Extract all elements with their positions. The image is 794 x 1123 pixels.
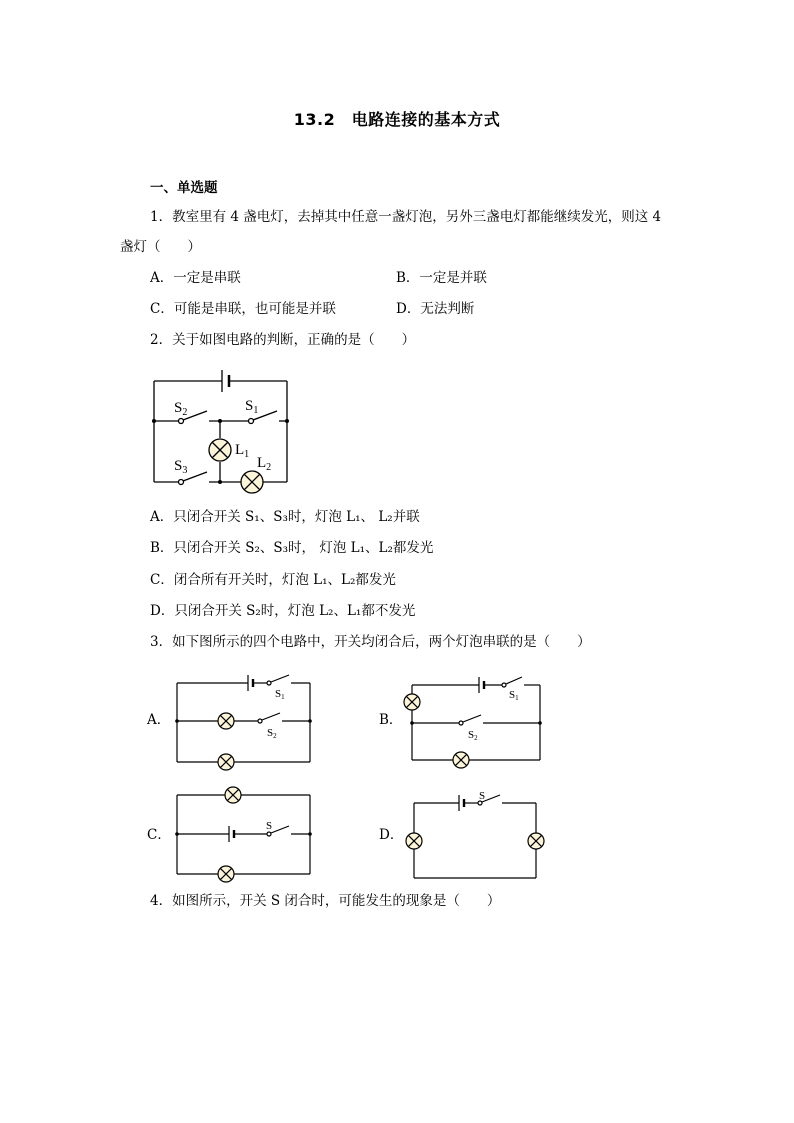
question-1-line-2: 盏灯（ ） — [120, 239, 201, 255]
label-a-s2: S2 — [267, 727, 277, 740]
label-b-s1: S1 — [509, 689, 519, 702]
option-text: 只闭合开关 S₂、S₃时， 灯泡 L₁、L₂都发光 — [173, 540, 434, 556]
question-number: 3． — [150, 634, 173, 650]
label-l1: $L_1$ — [235, 442, 250, 460]
label-l2: $L_2$ — [257, 455, 272, 473]
question-number: 2． — [150, 332, 173, 348]
circuit-c — [177, 795, 310, 874]
question-text: 关于如图电路的判断，正确的是（ ） — [172, 332, 416, 348]
label-s2: $S_2$ — [174, 400, 188, 418]
lamp-icon — [404, 694, 420, 710]
label-d-s: S — [479, 790, 486, 802]
lamp-icon — [218, 713, 234, 729]
option-3d-label: D． — [379, 827, 404, 843]
option-text: 闭合所有开关时，灯泡 L₁、L₂都发光 — [173, 572, 396, 588]
circuit-b — [412, 677, 540, 760]
option-text: 只闭合开关 S₂时，灯泡 L₂、L₁都不发光 — [174, 603, 416, 619]
question-number: 4． — [150, 893, 173, 909]
option-text: 可能是串联，也可能是并联 — [173, 301, 336, 317]
option-label: A． — [150, 509, 174, 525]
label-s3: $S_3$ — [174, 458, 188, 476]
label-s1: $S_1$ — [245, 398, 259, 416]
option-3b-label: B． — [379, 712, 403, 728]
lamp-icon — [453, 752, 469, 768]
option-label: B． — [150, 540, 174, 556]
question-4 — [150, 891, 500, 911]
label-b-s2: S2 — [468, 729, 478, 742]
lamp-icon — [225, 787, 241, 803]
option-3c-label: C． — [147, 827, 171, 843]
question-text: 如图所示，开关 S 闭合时，可能发生的现象是（ ） — [172, 893, 501, 909]
option-label: B． — [396, 270, 420, 286]
option-3a-label: A． — [147, 712, 171, 728]
lamp-icon — [528, 833, 544, 849]
label-c-s: S — [266, 820, 273, 832]
option-label: C． — [150, 572, 174, 588]
option-label: C． — [150, 301, 174, 317]
circuit-a — [177, 675, 310, 762]
option-label: D． — [396, 301, 421, 317]
option-text: 一定是串联 — [173, 270, 241, 286]
label-a-s1: S1 — [275, 688, 285, 701]
question-text: 如下图所示的四个电路中，开关均闭合后，两个灯泡串联的是（ ） — [172, 634, 591, 650]
circuit-d — [414, 795, 536, 878]
lamp-icon — [218, 866, 234, 882]
question-number: 1． — [150, 209, 173, 225]
option-text: 一定是并联 — [419, 270, 487, 286]
option-label: D． — [150, 603, 175, 619]
option-label: A． — [150, 270, 174, 286]
question-text: 教室里有 4 盏电灯，去掉其中任意一盏灯泡，另外三盏电灯都能继续发光，则这 4 — [172, 209, 662, 225]
lamp-icon — [406, 833, 422, 849]
option-text: 无法判断 — [420, 301, 475, 317]
lamp-icon — [218, 754, 234, 770]
section-title: 一、单选题 — [150, 180, 218, 196]
option-text: 只闭合开关 S₁、S₃时，灯泡 L₁、 L₂并联 — [173, 509, 420, 525]
page-title: 13.2 电路连接的基本方式 — [293, 110, 501, 129]
